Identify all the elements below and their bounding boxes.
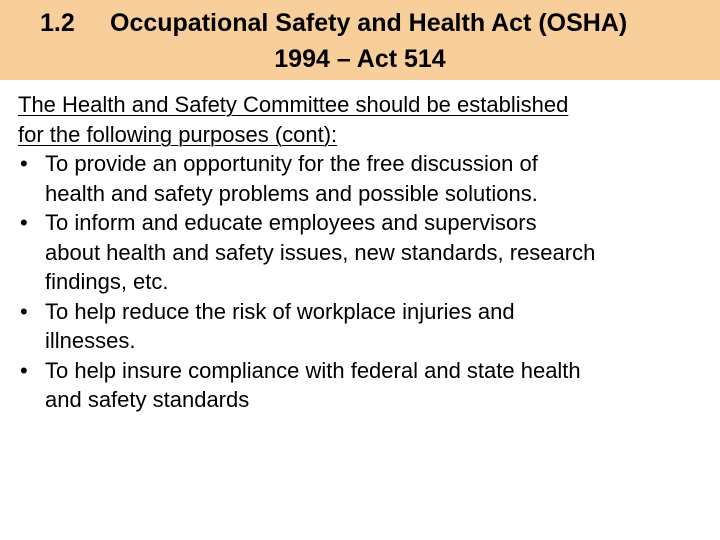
intro-paragraph (18, 90, 708, 149)
slide-body (18, 90, 708, 415)
bullet-line: To provide an opportunity for the free discussion of (45, 151, 538, 176)
title-band (0, 0, 720, 80)
bullet-line: To help insure compliance with federal and state health (45, 357, 581, 383)
bullet-line: and safety standards (45, 387, 250, 412)
bullet-line: about health and safety issues, new standards, research (45, 239, 596, 265)
bullet-line: health and safety problems and possible solutions. (45, 180, 538, 206)
intro-line: The Health and Safety Committee should be established (18, 92, 569, 117)
bullet-line: To help reduce the risk of workplace injuries and (45, 298, 515, 324)
bullet-line: findings, etc. (45, 269, 169, 294)
bullet-icon: • (20, 151, 28, 176)
bullet-icon: • (20, 210, 28, 235)
bullet-text (45, 297, 708, 356)
bullet-icon: • (20, 357, 28, 383)
bullet-text (45, 356, 708, 415)
section-number: 1.2 (40, 9, 75, 37)
bullet-item (18, 356, 708, 415)
bullet-item (18, 208, 708, 297)
page-title: Occupational Safety and Health Act (OSHA) (110, 9, 628, 37)
bullet-text (45, 149, 708, 208)
page-subtitle: 1994 – Act 514 (274, 45, 446, 73)
bullet-line: To inform and educate employees and supervisors (45, 210, 537, 235)
bullet-item (18, 149, 708, 208)
intro-line: for the following purposes (cont): (18, 121, 338, 147)
bullet-line: illnesses. (45, 328, 136, 353)
bullet-list (18, 149, 708, 415)
bullet-text (45, 208, 708, 297)
bullet-icon: • (20, 298, 28, 324)
bullet-item (18, 297, 708, 356)
